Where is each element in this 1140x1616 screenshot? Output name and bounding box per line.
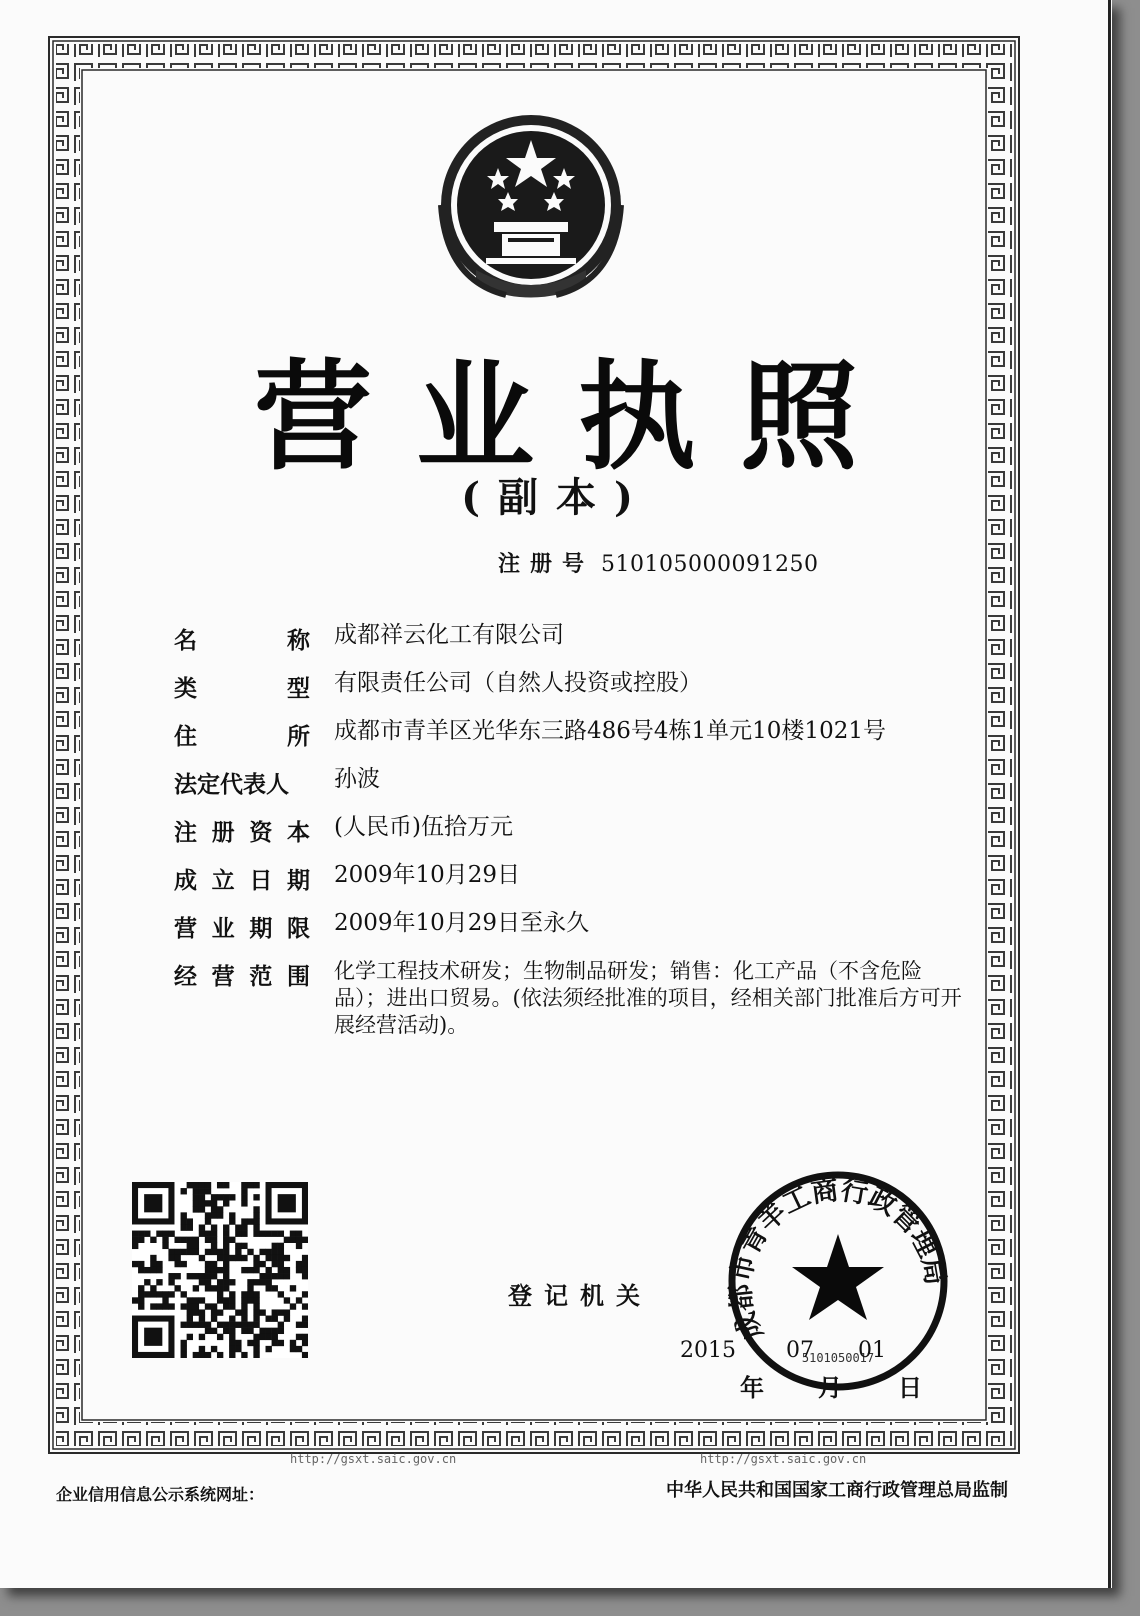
registration-number [498, 547, 818, 578]
field-value: 化学工程技术研发；生物制品研发；销售：化工产品（不含危险品）；进出口贸易。(依法须经批准的项目，经相关部门批准后方可开展经营活动)。 [334, 959, 962, 1037]
issue-month: 07 [786, 1338, 814, 1363]
field-label: 类 型 [174, 676, 310, 702]
field-capital [174, 814, 974, 847]
footer-url-1: http://gsxt.saic.gov.cn [290, 1452, 457, 1466]
field-label: 注 册 资 本 [174, 820, 310, 846]
field-value: 成都祥云化工有限公司 [334, 622, 564, 648]
month-label: 月 [818, 1374, 842, 1402]
registration-authority-label: 登记机关 [508, 1282, 652, 1310]
field-value: 2009年10月29日至永久 [334, 910, 590, 936]
seal-code: 5101050017 [801, 1351, 875, 1365]
field-label: 法定代表人 [174, 772, 289, 798]
registration-value: 510105000091250 [601, 552, 819, 577]
day-label: 日 [898, 1374, 922, 1402]
field-address [174, 718, 974, 751]
registration-label: 注册号 [498, 552, 595, 577]
year-label: 年 [740, 1374, 764, 1402]
field-label: 住 所 [174, 724, 310, 750]
field-value: 孙波 [334, 766, 380, 792]
field-value: 有限责任公司（自然人投资或控股） [334, 670, 702, 696]
national-emblem [436, 110, 626, 310]
field-scope [174, 958, 974, 1039]
footer-system-url-label: 企业信用信息公示系统网址： [56, 1485, 265, 1504]
field-term [174, 910, 974, 943]
scan-edge [1108, 0, 1111, 1588]
document-title: 营业执照 [253, 348, 902, 486]
field-value: 成都市青羊区光华东三路486号4栋1单元10楼1021号 [334, 718, 886, 744]
seal-text: 成都市青羊工商行政管理局 [725, 1174, 951, 1345]
field-label: 名 称 [174, 628, 310, 654]
field-value: 2009年10月29日 [334, 862, 521, 888]
issue-day: 01 [858, 1338, 886, 1363]
field-name [174, 622, 974, 655]
field-established [174, 862, 974, 895]
field-value: (人民币)伍拾万元 [334, 814, 513, 840]
field-label: 营 业 期 限 [174, 916, 310, 942]
field-legal-rep [174, 766, 974, 799]
qr-code [132, 1182, 308, 1358]
issue-year: 2015 [680, 1338, 736, 1363]
footer-url-2: http://gsxt.saic.gov.cn [700, 1452, 867, 1466]
field-label: 成 立 日 期 [174, 868, 310, 894]
field-type [174, 670, 974, 703]
footer-supervisor: 中华人民共和国国家工商行政管理总局监制 [666, 1480, 1008, 1501]
field-label: 经 营 范 围 [174, 964, 310, 990]
official-seal [723, 1166, 953, 1396]
document-subtitle: (副本) [461, 474, 651, 521]
